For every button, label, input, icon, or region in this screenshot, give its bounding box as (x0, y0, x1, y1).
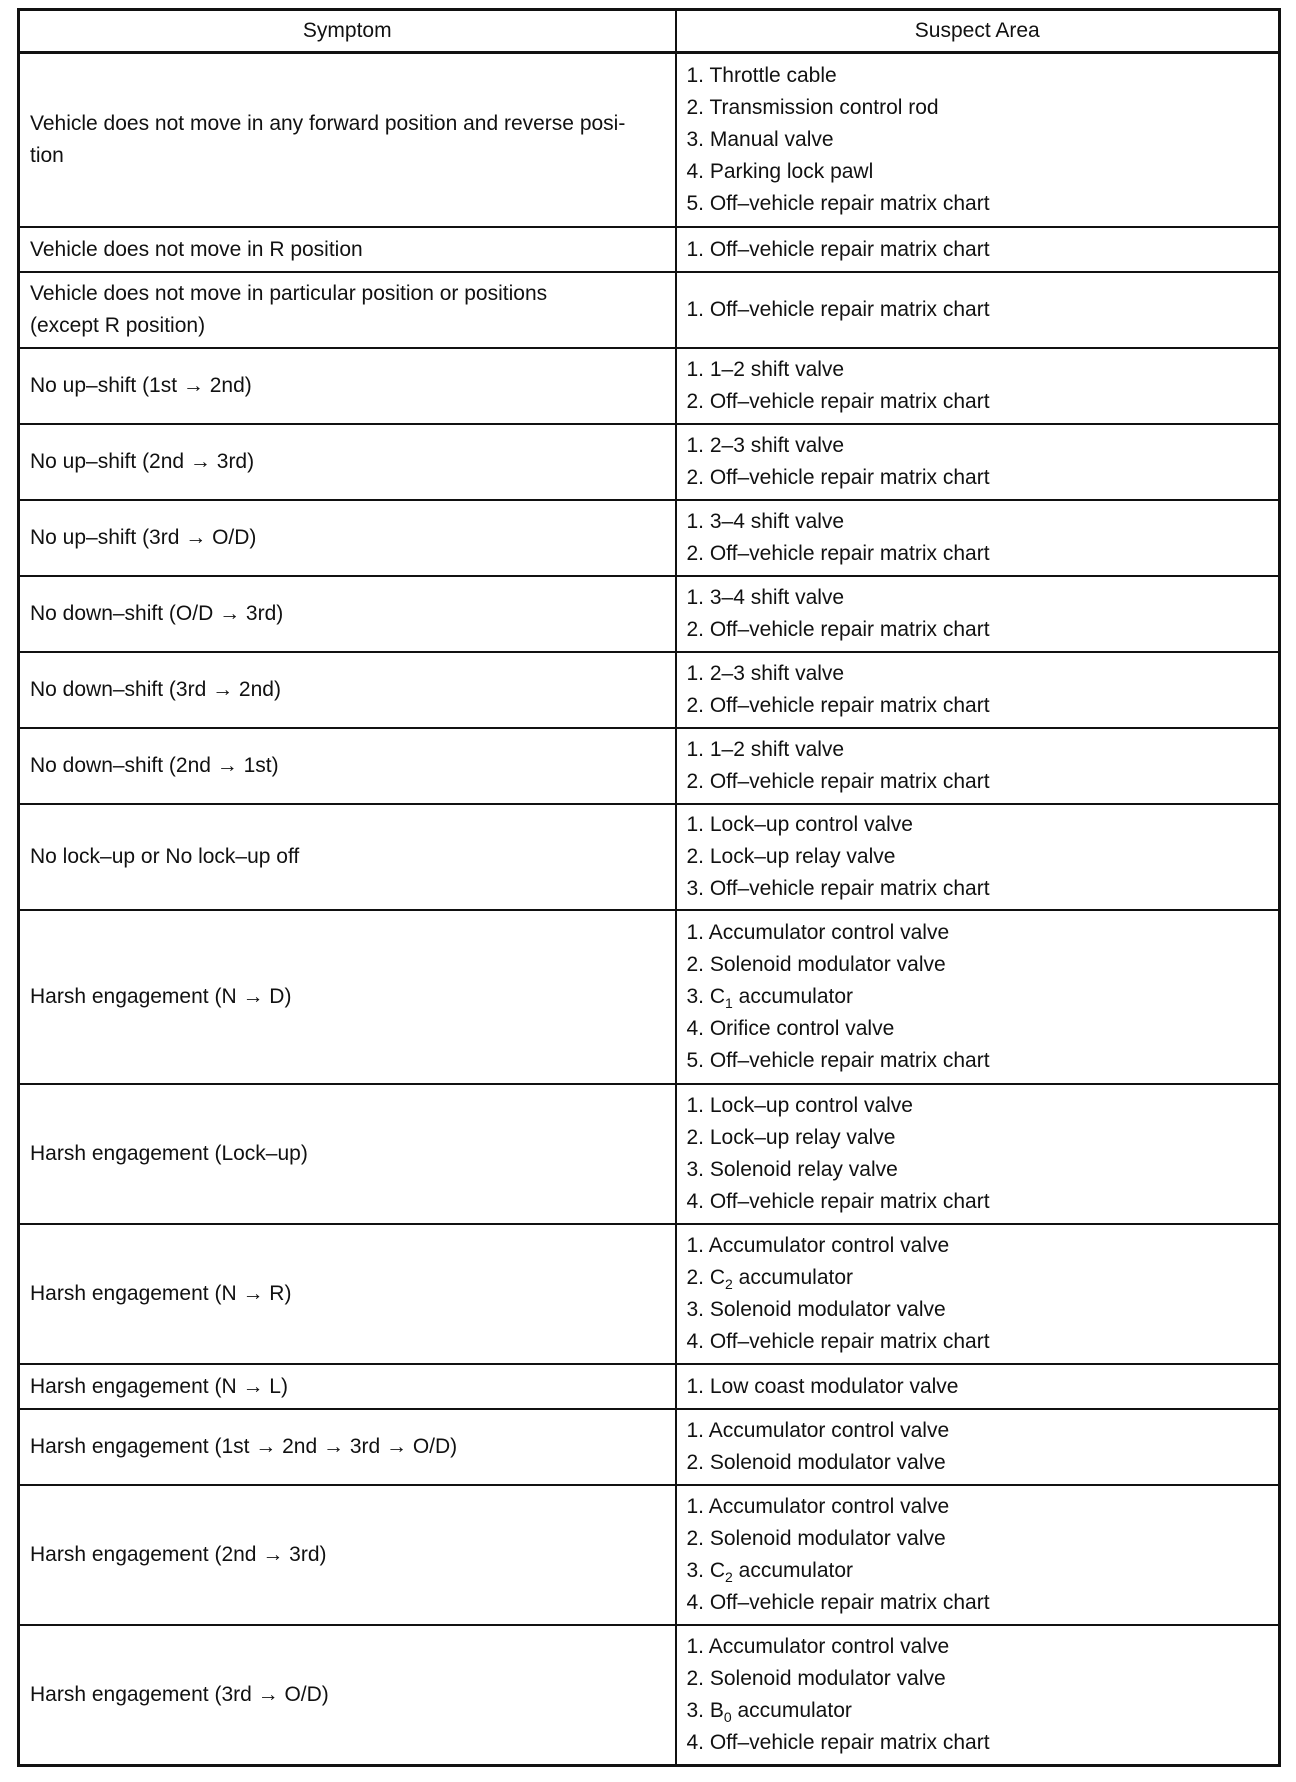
symptom-cell (19, 53, 676, 228)
table-row (19, 53, 1280, 228)
suspect-area-cell (676, 576, 1280, 652)
suspect-area-item: 2. Transmission control rod (686, 96, 939, 119)
suspect-area-list (687, 1090, 1271, 1218)
suspect-area-item: 1. 2–3 shift valve (686, 434, 845, 457)
suspect-area-cell (676, 910, 1280, 1084)
table-row (19, 804, 1280, 910)
suspect-area-item: 4. Orifice control valve (686, 1017, 895, 1040)
suspect-area-item: 1. 1–2 shift valve (686, 738, 845, 761)
suspect-area-item: 1. Accumulator control valve (686, 1234, 950, 1257)
table-row (19, 272, 1280, 348)
suspect-area-cell (676, 227, 1280, 272)
suspect-area-item: 1. Accumulator control valve (686, 1495, 950, 1518)
suspect-area-item: 1. Lock–up control valve (686, 1094, 913, 1117)
symptom-text: Harsh engagement (3rd → O/D) (30, 1683, 329, 1706)
suspect-area-list (687, 506, 1271, 570)
symptom-cell (19, 910, 676, 1084)
table-row (19, 424, 1280, 500)
symptom-text: No up–shift (1st → 2nd) (30, 374, 252, 397)
suspect-area-item: 1. Throttle cable (686, 64, 837, 87)
suspect-area-item: 1. 3–4 shift valve (686, 586, 845, 609)
suspect-area-list (687, 1371, 1271, 1403)
suspect-area-list (687, 354, 1271, 418)
symptom-text: No down–shift (2nd → 1st) (30, 754, 279, 777)
suspect-area-cell (676, 1409, 1280, 1485)
suspect-area-list (687, 1230, 1271, 1358)
symptom-cell (19, 804, 676, 910)
suspect-area-item: 2. Solenoid modulator valve (686, 953, 946, 976)
suspect-area-cell (676, 272, 1280, 348)
troubleshooting-sheet (17, 8, 1278, 1767)
suspect-area-item: 4. Off–vehicle repair matrix chart (686, 1330, 990, 1353)
suspect-area-list (687, 917, 1271, 1077)
symptom-text: No down–shift (3rd → 2nd) (30, 678, 281, 701)
symptom-text: Vehicle does not move in R position (30, 237, 363, 261)
table-row (19, 348, 1280, 424)
suspect-area-item: 1. 2–3 shift valve (686, 662, 845, 685)
suspect-area-item: 2. Solenoid modulator valve (686, 1667, 946, 1690)
symptom-text: Vehicle does not move in particular position or positions (30, 282, 548, 305)
suspect-area-item: 1. Accumulator control valve (686, 1419, 950, 1442)
suspect-area-item: 2. Solenoid modulator valve (686, 1451, 946, 1474)
suspect-area-item: 3. $C_1$ accumulator (686, 985, 854, 1012)
suspect-area-item: 4. Off–vehicle repair matrix chart (686, 1190, 990, 1213)
symptom-text: tion (30, 144, 64, 167)
table-body (19, 53, 1280, 1766)
suspect-area-item: 1. Accumulator control valve (686, 921, 950, 944)
symptom-cell (19, 1084, 676, 1224)
suspect-area-item: 2. Off–vehicle repair matrix chart (686, 542, 990, 565)
suspect-area-item: 1. 1–2 shift valve (686, 358, 845, 381)
suspect-area-item: 1. Off–vehicle repair matrix chart (686, 298, 990, 321)
suspect-area-item: 2. Solenoid modulator valve (686, 1527, 946, 1550)
suspect-area-item: 4. Off–vehicle repair matrix chart (686, 1731, 990, 1754)
suspect-area-list (687, 734, 1271, 798)
symptom-cell (19, 1485, 676, 1625)
symptom-text: Harsh engagement (N → D) (30, 985, 292, 1008)
symptom-text: No up–shift (3rd → O/D) (30, 526, 257, 549)
table-row (19, 500, 1280, 576)
table-row (19, 227, 1280, 272)
symptom-text: No lock–up or No lock–up off (30, 845, 300, 868)
suspect-area-list (687, 430, 1271, 494)
symptom-text: Harsh engagement (N → L) (30, 1374, 288, 1398)
symptom-cell (19, 652, 676, 728)
table-row (19, 652, 1280, 728)
symptom-cell (19, 348, 676, 424)
header-symptom: Symptom (19, 10, 676, 53)
suspect-area-item: 1. Low coast modulator valve (686, 1374, 959, 1398)
table-row (19, 1364, 1280, 1409)
suspect-area-item: 2. Off–vehicle repair matrix chart (686, 390, 990, 413)
suspect-area-item: 3. Solenoid relay valve (686, 1158, 898, 1181)
symptom-text: Harsh engagement (1st → 2nd → 3rd → O/D) (30, 1435, 458, 1458)
table-row (19, 728, 1280, 804)
suspect-area-item: 2. Off–vehicle repair matrix chart (686, 466, 990, 489)
suspect-area-list (687, 294, 1271, 326)
symptom-text: No up–shift (2nd → 3rd) (30, 450, 255, 473)
header-suspect-area: Suspect Area (676, 10, 1280, 53)
suspect-area-item: 2. Lock–up relay valve (686, 1126, 896, 1149)
symptom-text: (except R position) (30, 314, 206, 337)
suspect-area-item: 4. Parking lock pawl (686, 160, 874, 183)
table-row (19, 1084, 1280, 1224)
suspect-area-item: 5. Off–vehicle repair matrix chart (686, 192, 990, 215)
suspect-area-item: 4. Off–vehicle repair matrix chart (686, 1591, 990, 1614)
suspect-area-list (687, 809, 1271, 905)
suspect-area-item: 2. Off–vehicle repair matrix chart (686, 694, 990, 717)
table-row (19, 1625, 1280, 1766)
suspect-area-item: 1. Accumulator control valve (686, 1635, 950, 1658)
table-row (19, 1485, 1280, 1625)
suspect-area-cell (676, 1364, 1280, 1409)
symptom-matrix-table (17, 8, 1281, 1767)
symptom-cell (19, 728, 676, 804)
suspect-area-cell (676, 53, 1280, 228)
symptom-cell (19, 1224, 676, 1364)
suspect-area-item: 1. Lock–up control valve (686, 813, 913, 836)
table-header-row (19, 10, 1280, 53)
suspect-area-item: 1. Off–vehicle repair matrix chart (686, 237, 990, 261)
suspect-area-cell (676, 1084, 1280, 1224)
suspect-area-cell (676, 424, 1280, 500)
suspect-area-cell (676, 1625, 1280, 1766)
suspect-area-list (687, 60, 1271, 220)
table-row (19, 1409, 1280, 1485)
suspect-area-cell (676, 1485, 1280, 1625)
suspect-area-item: 2. Lock–up relay valve (686, 845, 896, 868)
symptom-cell (19, 227, 676, 272)
suspect-area-cell (676, 1224, 1280, 1364)
suspect-area-item: 3. Manual valve (686, 128, 834, 151)
table-row (19, 1224, 1280, 1364)
table-row (19, 576, 1280, 652)
symptom-cell (19, 576, 676, 652)
suspect-area-list (687, 1631, 1271, 1759)
suspect-area-item: 2. $C_2$ accumulator (686, 1266, 854, 1293)
suspect-area-cell (676, 652, 1280, 728)
suspect-area-item: 3. $C_2$ accumulator (686, 1559, 854, 1586)
suspect-area-item: 1. 3–4 shift valve (686, 510, 845, 533)
symptom-cell (19, 1364, 676, 1409)
symptom-text: Vehicle does not move in any forward position and reverse posi- (30, 112, 626, 135)
suspect-area-list (687, 582, 1271, 646)
symptom-text: Harsh engagement (2nd → 3rd) (30, 1543, 327, 1566)
suspect-area-item: 2. Off–vehicle repair matrix chart (686, 618, 990, 641)
symptom-text: Harsh engagement (Lock–up) (30, 1142, 308, 1165)
suspect-area-item: 2. Off–vehicle repair matrix chart (686, 770, 990, 793)
suspect-area-list (687, 1491, 1271, 1619)
table-row (19, 910, 1280, 1084)
symptom-cell (19, 1409, 676, 1485)
suspect-area-list (687, 234, 1271, 266)
suspect-area-item: 3. Off–vehicle repair matrix chart (686, 877, 990, 900)
suspect-area-item: 3. $B_0$ accumulator (686, 1699, 852, 1726)
suspect-area-cell (676, 804, 1280, 910)
suspect-area-cell (676, 348, 1280, 424)
symptom-cell (19, 500, 676, 576)
symptom-text: Harsh engagement (N → R) (30, 1282, 292, 1305)
symptom-cell (19, 424, 676, 500)
suspect-area-cell (676, 500, 1280, 576)
suspect-area-list (687, 658, 1271, 722)
suspect-area-item: 3. Solenoid modulator valve (686, 1298, 946, 1321)
symptom-cell (19, 272, 676, 348)
suspect-area-item: 5. Off–vehicle repair matrix chart (686, 1049, 990, 1072)
symptom-text: No down–shift (O/D → 3rd) (30, 602, 284, 625)
suspect-area-list (687, 1415, 1271, 1479)
symptom-cell (19, 1625, 676, 1766)
suspect-area-cell (676, 728, 1280, 804)
